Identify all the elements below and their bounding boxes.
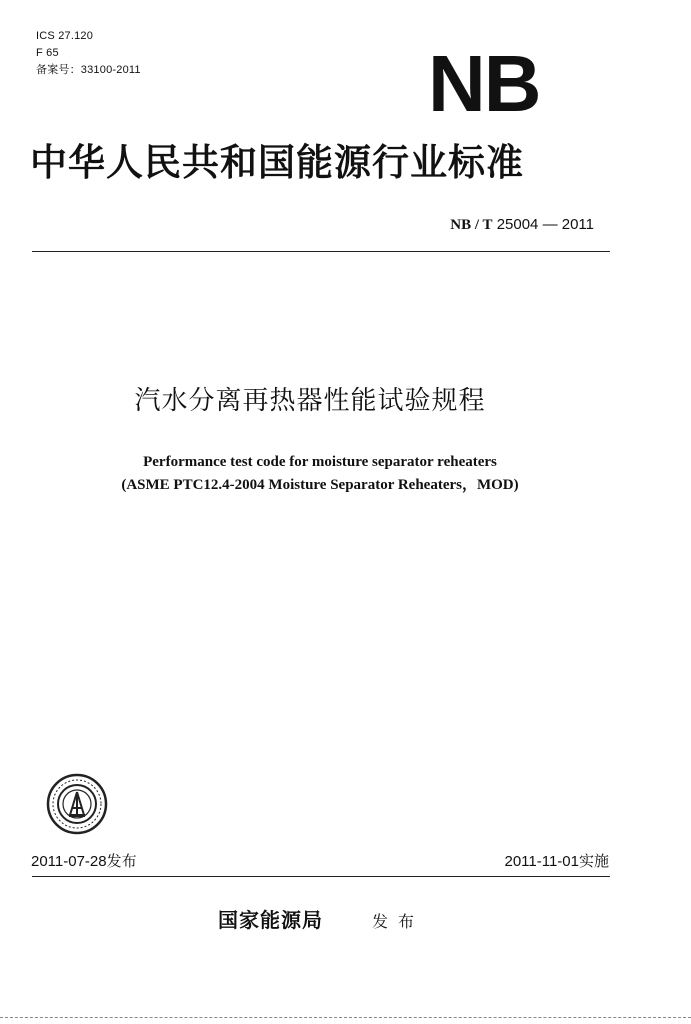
- record-number: 备案号：33100-2011: [36, 64, 141, 76]
- chinese-title: 汽水分离再热器性能试验规程: [134, 386, 486, 416]
- nb-logo: NB: [428, 39, 540, 128]
- standard-code: 25004 — 2011: [496, 216, 594, 233]
- ics-code: ICS 27.120: [36, 30, 94, 42]
- industry-standard-title: 中华人民共和国能源行业标准: [30, 140, 524, 184]
- implementation-date: 2011-11-01实施: [504, 853, 609, 870]
- standard-number: [450, 216, 594, 234]
- page-edge-line: [0, 1017, 691, 1018]
- header-rule: [32, 251, 610, 252]
- issue-date: 2011-07-28发布: [31, 853, 137, 870]
- publisher-action: 发布: [372, 912, 425, 931]
- english-title-line1: Performance test code for moisture separator reheaters: [143, 454, 497, 470]
- english-title-line2: (ASME PTC12.4-2004 Moisture Separator Reheaters，MOD): [121, 477, 519, 493]
- footer-rule: [32, 876, 610, 877]
- standard-prefix: NB / T: [450, 217, 493, 233]
- publisher-name: 国家能源局: [218, 908, 323, 932]
- emblem-icon: [46, 773, 108, 835]
- classification-code: F 65: [36, 47, 59, 59]
